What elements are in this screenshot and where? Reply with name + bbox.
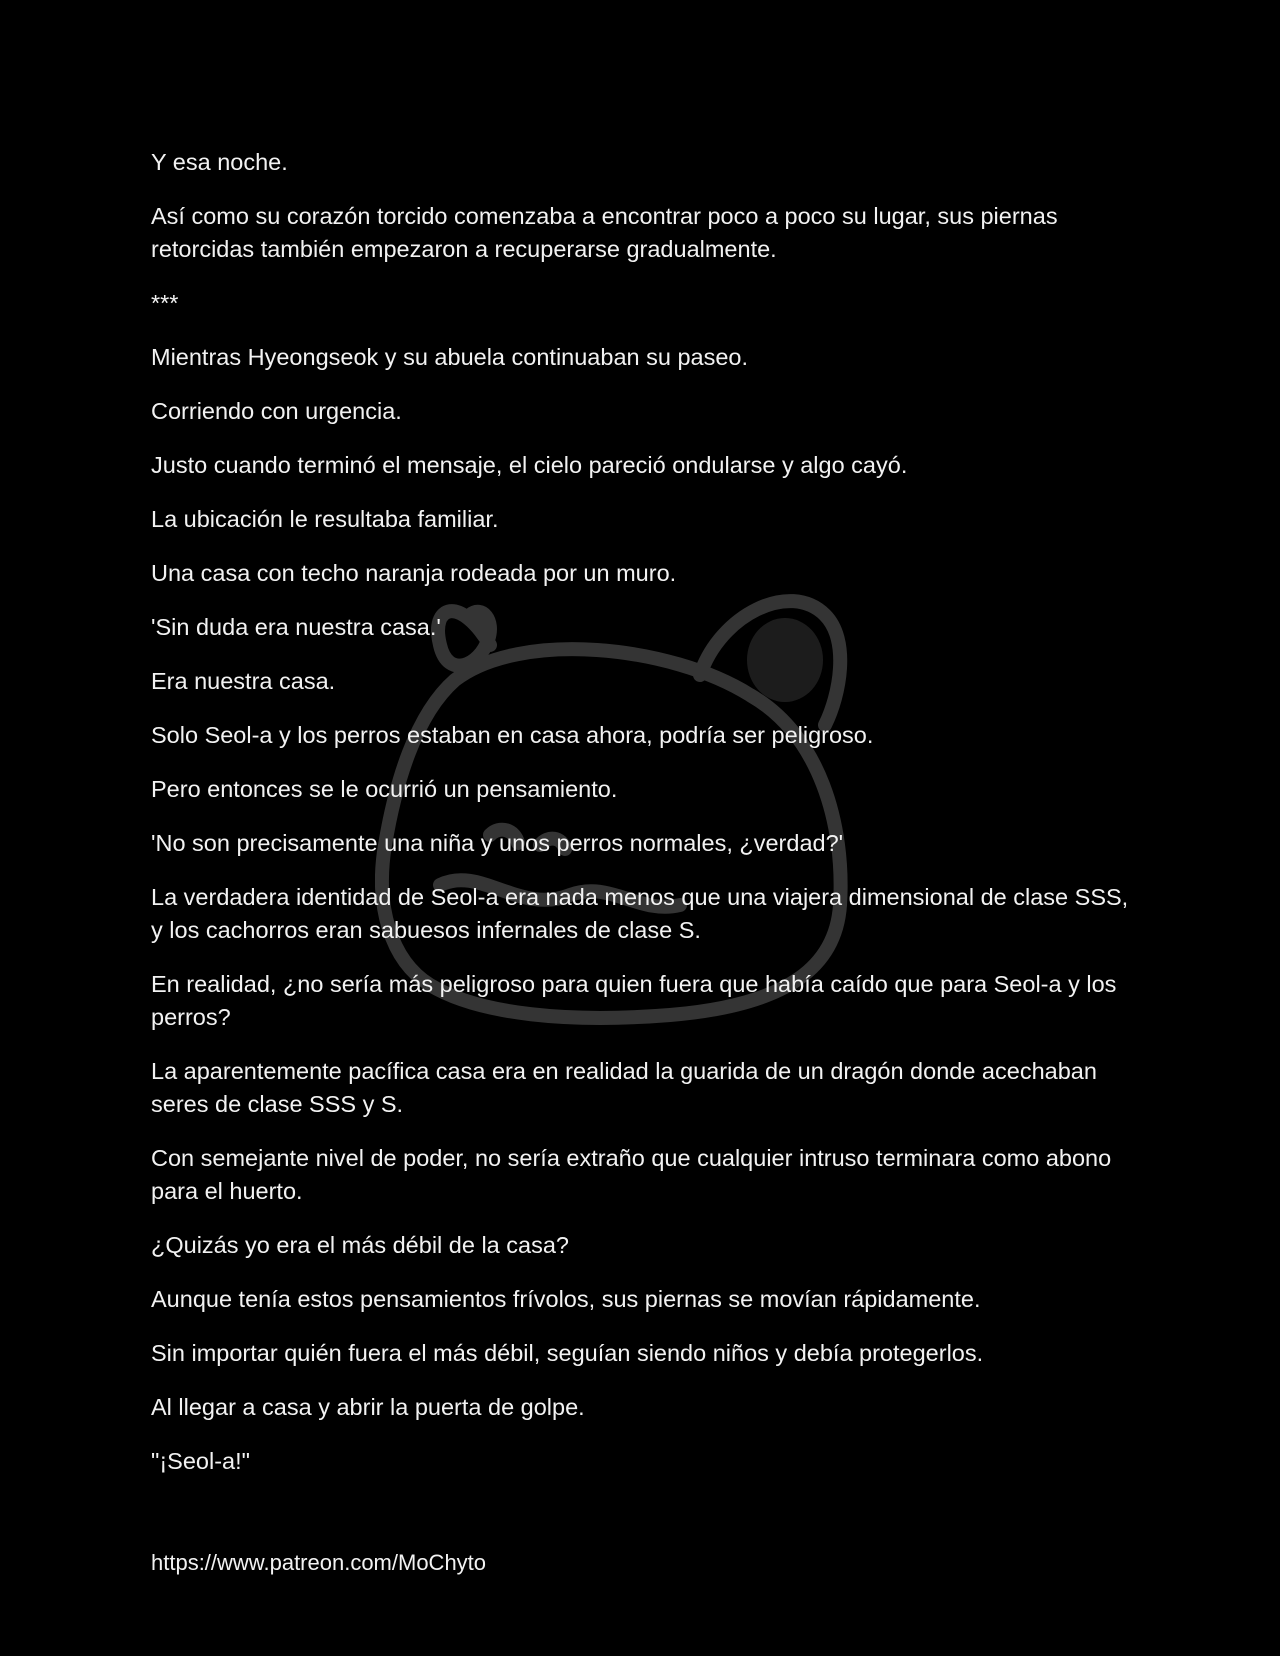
paragraph: Con semejante nivel de poder, no sería extraño que cualquier intruso terminara como abono para el huerto. <box>151 1145 1112 1204</box>
paragraph: En realidad, ¿no sería más peligroso para quien fuera que había caído que para Seol-a y los perros? <box>151 971 1117 1030</box>
paragraph: "¡Seol-a!" <box>151 1448 250 1474</box>
paragraph: Sin importar quién fuera el más débil, seguían siendo niños y debía protegerlos. <box>151 1340 984 1366</box>
paragraph: Mientras Hyeongseok y su abuela continuaban su paseo. <box>151 344 749 370</box>
paragraph: Al llegar a casa y abrir la puerta de golpe. <box>151 1394 585 1420</box>
paragraph: La verdadera identidad de Seol-a era nada menos que una viajera dimensional de clase SSS, y los cachorros eran sabuesos infernales de clase S. <box>151 884 1129 943</box>
paragraph: 'Sin duda era nuestra casa.' <box>151 614 441 640</box>
section-divider: *** <box>151 290 179 316</box>
paragraph: ¿Quizás yo era el más débil de la casa? <box>151 1232 569 1258</box>
paragraph: Justo cuando terminó el mensaje, el cielo pareció ondularse y algo cayó. <box>151 452 908 478</box>
paragraph: Aunque tenía estos pensamientos frívolos, sus piernas se movían rápidamente. <box>151 1286 981 1312</box>
paragraph: Corriendo con urgencia. <box>151 398 402 424</box>
paragraph: Una casa con techo naranja rodeada por un muro. <box>151 560 677 586</box>
article-body <box>151 146 1136 1499</box>
paragraph: Pero entonces se le ocurrió un pensamiento. <box>151 776 618 802</box>
paragraph: Y esa noche. <box>151 149 288 175</box>
paragraph: La ubicación le resultaba familiar. <box>151 506 499 532</box>
paragraph: Solo Seol-a y los perros estaban en casa ahora, podría ser peligroso. <box>151 722 874 748</box>
paragraph: 'No son precisamente una niña y unos perros normales, ¿verdad?' <box>151 830 844 856</box>
patreon-link[interactable]: https://www.patreon.com/MoChyto <box>151 1550 487 1575</box>
paragraph: La aparentemente pacífica casa era en realidad la guarida de un dragón donde acechaban seres de clase SSS y S. <box>151 1058 1097 1117</box>
paragraph: Era nuestra casa. <box>151 668 336 694</box>
paragraph: Así como su corazón torcido comenzaba a encontrar poco a poco su lugar, sus piernas retorcidas también empezaron a recuperarse gradualmente. <box>151 203 1058 262</box>
